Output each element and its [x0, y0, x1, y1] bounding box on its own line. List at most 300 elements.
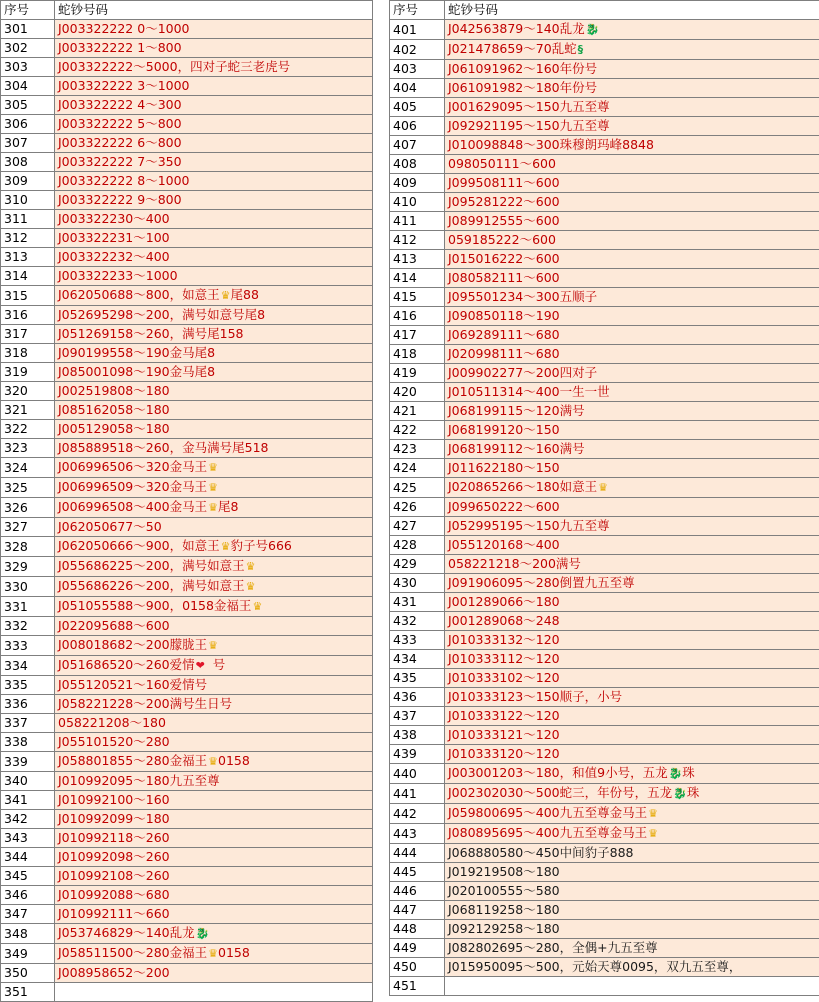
banknote-code-cell[interactable]: [445, 98, 819, 117]
table-row: [390, 764, 819, 784]
code-text: J021478659～70乱蛇: [448, 41, 577, 56]
row-index-cell[interactable]: 433: [390, 631, 445, 650]
row-index-cell[interactable]: 451: [390, 977, 445, 996]
banknote-code-cell[interactable]: [445, 958, 819, 977]
table-row: [1, 964, 373, 983]
row-index-cell[interactable]: 443: [390, 824, 445, 844]
banknote-code-cell[interactable]: [55, 267, 373, 286]
code-text: J002302030～500蛇三，年份号，五龙: [448, 785, 672, 800]
row-index-cell[interactable]: 344: [1, 848, 55, 867]
code-text: J085001098～190金马尾8: [58, 364, 215, 379]
row-index-cell[interactable]: 318: [1, 344, 55, 363]
code-text: J003322222 3～1000: [58, 78, 190, 93]
table-row: [1, 498, 373, 518]
code-text: J080582111～600: [448, 270, 560, 285]
row-index-cell[interactable]: 337: [1, 714, 55, 733]
code-suffix-text: 0158: [218, 945, 250, 960]
banknote-code-cell[interactable]: [445, 155, 819, 174]
row-index-cell[interactable]: 323: [1, 439, 55, 458]
row-index-cell[interactable]: 311: [1, 210, 55, 229]
row-index-cell[interactable]: 351: [1, 983, 55, 1002]
row-index-cell[interactable]: 328: [1, 537, 55, 557]
table-row: [1, 115, 373, 134]
banknote-code-cell[interactable]: [55, 518, 373, 537]
table-row: [390, 193, 819, 212]
crown-icon: ♛: [208, 753, 218, 771]
banknote-code-cell[interactable]: [445, 688, 819, 707]
row-index-cell[interactable]: 345: [1, 867, 55, 886]
header-row: [390, 1, 819, 20]
banknote-code-cell[interactable]: [445, 707, 819, 726]
banknote-code-cell[interactable]: [445, 631, 819, 650]
row-index-cell[interactable]: 303: [1, 58, 55, 77]
row-index-cell[interactable]: 305: [1, 96, 55, 115]
row-index-cell[interactable]: 420: [390, 383, 445, 402]
code-text: J055120521～160爱情号: [58, 677, 207, 692]
code-text: J006996509～320金马王: [58, 479, 207, 494]
crown-icon: ♛: [208, 499, 218, 517]
banknote-code-cell[interactable]: [55, 656, 373, 676]
banknote-code-cell[interactable]: [445, 574, 819, 593]
crown-icon: ♛: [648, 825, 658, 843]
row-index-cell[interactable]: 343: [1, 829, 55, 848]
banknote-code-cell[interactable]: [55, 478, 373, 498]
row-index-cell[interactable]: 301: [1, 20, 55, 39]
banknote-code-cell[interactable]: [55, 597, 373, 617]
code-text: J010992111～660: [58, 906, 170, 921]
table-row: [390, 136, 819, 155]
banknote-code-cell[interactable]: [445, 345, 819, 364]
banknote-code-cell[interactable]: [55, 905, 373, 924]
banknote-code-cell[interactable]: [445, 612, 819, 631]
row-index-cell[interactable]: 319: [1, 363, 55, 382]
code-text: J010333132～120: [448, 632, 560, 647]
banknote-code-cell[interactable]: [55, 153, 373, 172]
row-index-cell[interactable]: 442: [390, 804, 445, 824]
row-index-cell[interactable]: 304: [1, 77, 55, 96]
row-index-cell[interactable]: 306: [1, 115, 55, 134]
code-text: J058801855～280金福王: [58, 753, 207, 768]
banknote-code-cell[interactable]: [445, 60, 819, 79]
code-text: J015016222～600: [448, 251, 560, 266]
table-row: [1, 597, 373, 617]
table-row: [390, 863, 819, 882]
row-index-cell[interactable]: 446: [390, 882, 445, 901]
row-index-cell[interactable]: 326: [1, 498, 55, 518]
banknote-code-cell[interactable]: [55, 944, 373, 964]
code-text: J080895695～400九五至尊金马王: [448, 825, 647, 840]
banknote-code-cell[interactable]: [445, 764, 819, 784]
row-index-cell[interactable]: 414: [390, 269, 445, 288]
code-text: J051055588～900，0158金福王: [58, 598, 251, 613]
code-text: J001289066～180: [448, 594, 560, 609]
row-index-cell[interactable]: 310: [1, 191, 55, 210]
row-index-cell[interactable]: 336: [1, 695, 55, 714]
row-index-cell[interactable]: 438: [390, 726, 445, 745]
banknote-code-cell[interactable]: [55, 306, 373, 325]
row-index-cell[interactable]: 335: [1, 676, 55, 695]
row-index-cell[interactable]: 413: [390, 250, 445, 269]
row-index-cell[interactable]: 314: [1, 267, 55, 286]
table-row: [1, 382, 373, 401]
banknote-code-cell[interactable]: [55, 229, 373, 248]
row-index-cell[interactable]: 322: [1, 420, 55, 439]
row-index-cell[interactable]: 324: [1, 458, 55, 478]
row-index-cell[interactable]: 333: [1, 636, 55, 656]
row-index-cell[interactable]: 317: [1, 325, 55, 344]
banknote-code-cell[interactable]: [445, 174, 819, 193]
row-index-cell[interactable]: 428: [390, 536, 445, 555]
row-index-cell[interactable]: 410: [390, 193, 445, 212]
banknote-code-cell[interactable]: [55, 58, 373, 77]
row-index-cell[interactable]: 445: [390, 863, 445, 882]
banknote-code-cell[interactable]: [445, 669, 819, 688]
banknote-code-cell[interactable]: [445, 536, 819, 555]
banknote-code-cell[interactable]: [445, 421, 819, 440]
row-index-cell[interactable]: 439: [390, 745, 445, 764]
left-table-body: [1, 20, 373, 1002]
banknote-code-cell[interactable]: [55, 115, 373, 134]
code-header[interactable]: 蛇钞号码: [55, 1, 373, 20]
banknote-code-cell[interactable]: [445, 231, 819, 250]
row-index-cell[interactable]: 417: [390, 326, 445, 345]
banknote-code-cell[interactable]: [55, 134, 373, 153]
banknote-code-cell[interactable]: [445, 745, 819, 764]
row-index-cell[interactable]: 332: [1, 617, 55, 636]
banknote-code-cell[interactable]: [445, 79, 819, 98]
code-text: J068880580～450中间豹子888: [448, 845, 633, 860]
row-index-cell[interactable]: 406: [390, 117, 445, 136]
code-text: 058221208～180: [58, 715, 166, 730]
banknote-code-cell[interactable]: [55, 382, 373, 401]
code-text: J051269158～260，满号尾158: [58, 326, 243, 341]
banknote-code-cell[interactable]: [55, 20, 373, 39]
banknote-code-cell[interactable]: [445, 326, 819, 345]
table-row: [390, 882, 819, 901]
banknote-code-cell[interactable]: [55, 96, 373, 115]
banknote-code-cell[interactable]: [55, 714, 373, 733]
row-index-cell[interactable]: 334: [1, 656, 55, 676]
banknote-code-cell[interactable]: [55, 676, 373, 695]
banknote-code-cell[interactable]: [55, 458, 373, 478]
row-index-cell[interactable]: 308: [1, 153, 55, 172]
banknote-code-cell[interactable]: [445, 920, 819, 939]
row-index-cell[interactable]: 447: [390, 901, 445, 920]
row-index-cell[interactable]: 440: [390, 764, 445, 784]
banknote-code-cell[interactable]: [445, 193, 819, 212]
row-index-cell[interactable]: 316: [1, 306, 55, 325]
code-text: J003322222～5000，四对子蛇三老虎号: [58, 59, 290, 74]
code-text: J003322222 6～800: [58, 135, 182, 150]
row-index-cell[interactable]: 321: [1, 401, 55, 420]
row-index-cell[interactable]: 444: [390, 844, 445, 863]
table-row: [390, 478, 819, 498]
row-index-cell[interactable]: 348: [1, 924, 55, 944]
row-index-cell[interactable]: 339: [1, 752, 55, 772]
code-text: J010333121～120: [448, 727, 560, 742]
table-row: [1, 420, 373, 439]
banknote-code-cell[interactable]: [55, 617, 373, 636]
code-text: J010333112～120: [448, 651, 560, 666]
banknote-code-cell[interactable]: [55, 886, 373, 905]
banknote-code-cell[interactable]: [445, 478, 819, 498]
banknote-code-cell[interactable]: [55, 401, 373, 420]
banknote-code-cell[interactable]: [445, 288, 819, 307]
header-row: [1, 1, 373, 20]
row-index-cell[interactable]: 327: [1, 518, 55, 537]
banknote-code-cell[interactable]: [55, 172, 373, 191]
banknote-code-cell[interactable]: [445, 901, 819, 920]
banknote-code-cell[interactable]: [445, 784, 819, 804]
table-row: [390, 269, 819, 288]
row-index-cell[interactable]: 415: [390, 288, 445, 307]
banknote-code-cell[interactable]: [445, 440, 819, 459]
row-index-cell[interactable]: 404: [390, 79, 445, 98]
banknote-code-cell[interactable]: [55, 248, 373, 267]
row-index-cell[interactable]: 407: [390, 136, 445, 155]
banknote-code-cell[interactable]: [445, 459, 819, 478]
banknote-code-cell[interactable]: [55, 636, 373, 656]
row-index-cell[interactable]: 330: [1, 577, 55, 597]
row-index-cell[interactable]: 325: [1, 478, 55, 498]
row-index-cell[interactable]: 449: [390, 939, 445, 958]
code-text: J003322222 9～800: [58, 192, 182, 207]
banknote-code-cell[interactable]: [55, 810, 373, 829]
banknote-code-cell[interactable]: [55, 791, 373, 810]
row-index-cell[interactable]: 302: [1, 39, 55, 58]
row-index-cell[interactable]: 346: [1, 886, 55, 905]
banknote-code-cell[interactable]: [55, 557, 373, 577]
banknote-code-cell[interactable]: [55, 344, 373, 363]
banknote-code-cell[interactable]: [55, 829, 373, 848]
code-text: J010333120～120: [448, 746, 560, 761]
row-index-cell[interactable]: 418: [390, 345, 445, 364]
banknote-code-cell[interactable]: [445, 20, 819, 40]
code-text: J015950095～500，元始天尊0095，双九五至尊，: [448, 959, 741, 974]
banknote-code-cell[interactable]: [55, 363, 373, 382]
banknote-code-cell[interactable]: [445, 650, 819, 669]
banknote-code-cell[interactable]: [445, 364, 819, 383]
row-index-cell[interactable]: 448: [390, 920, 445, 939]
banknote-code-cell[interactable]: [445, 726, 819, 745]
index-header[interactable]: 序号: [390, 1, 445, 20]
row-index-cell[interactable]: 315: [1, 286, 55, 306]
banknote-code-cell[interactable]: [55, 191, 373, 210]
banknote-code-cell[interactable]: [55, 964, 373, 983]
banknote-code-cell[interactable]: [55, 420, 373, 439]
banknote-code-cell[interactable]: [445, 593, 819, 612]
code-text: J042563879～140乱龙: [448, 21, 585, 36]
row-index-cell[interactable]: 430: [390, 574, 445, 593]
heart-icon: ❤: [196, 657, 205, 675]
banknote-code-cell[interactable]: [445, 117, 819, 136]
table-row: [390, 174, 819, 193]
table-row: [1, 248, 373, 267]
code-text: J020998111～680: [448, 346, 560, 361]
table-row: [390, 726, 819, 745]
index-header[interactable]: 序号: [1, 1, 55, 20]
banknote-code-cell[interactable]: [445, 939, 819, 958]
table-row: [1, 439, 373, 458]
code-text: J061091962～160年份号: [448, 61, 597, 76]
row-index-cell[interactable]: 429: [390, 555, 445, 574]
code-text: J052695298～200，满号如意号尾8: [58, 307, 265, 322]
row-index-cell[interactable]: 313: [1, 248, 55, 267]
table-row: [1, 325, 373, 344]
crown-icon: ♛: [598, 479, 608, 497]
row-index-cell[interactable]: 349: [1, 944, 55, 964]
row-index-cell[interactable]: 309: [1, 172, 55, 191]
banknote-code-cell[interactable]: [55, 439, 373, 458]
row-index-cell[interactable]: 307: [1, 134, 55, 153]
row-index-cell[interactable]: 312: [1, 229, 55, 248]
row-index-cell[interactable]: 423: [390, 440, 445, 459]
row-index-cell[interactable]: 422: [390, 421, 445, 440]
code-text: J003322222 7～350: [58, 154, 182, 169]
banknote-code-cell[interactable]: [445, 882, 819, 901]
code-text: J068199112～160满号: [448, 441, 585, 456]
row-index-cell[interactable]: 432: [390, 612, 445, 631]
code-text: J011622180～150: [448, 460, 560, 475]
code-text: J059800695～400九五至尊金马王: [448, 805, 647, 820]
table-row: [1, 267, 373, 286]
code-text: J010992095～180九五至尊: [58, 773, 220, 788]
row-index-cell[interactable]: 434: [390, 650, 445, 669]
row-index-cell[interactable]: 401: [390, 20, 445, 40]
row-index-cell[interactable]: 341: [1, 791, 55, 810]
banknote-code-cell[interactable]: [55, 983, 373, 1002]
banknote-code-cell[interactable]: [445, 402, 819, 421]
row-index-cell[interactable]: 347: [1, 905, 55, 924]
row-index-cell[interactable]: 431: [390, 593, 445, 612]
table-row: [390, 79, 819, 98]
row-index-cell[interactable]: 409: [390, 174, 445, 193]
row-index-cell[interactable]: 405: [390, 98, 445, 117]
banknote-code-cell[interactable]: [445, 40, 819, 60]
row-index-cell[interactable]: 441: [390, 784, 445, 804]
row-index-cell[interactable]: 435: [390, 669, 445, 688]
table-row: [1, 810, 373, 829]
banknote-code-cell[interactable]: [445, 383, 819, 402]
banknote-code-cell[interactable]: [445, 307, 819, 326]
code-text: J058221228～200满号生日号: [58, 696, 232, 711]
banknote-code-cell[interactable]: [445, 269, 819, 288]
row-index-cell[interactable]: 408: [390, 155, 445, 174]
banknote-code-cell[interactable]: [55, 537, 373, 557]
code-text: J020865266～180如意王: [448, 479, 597, 494]
code-suffix-text: 尾88: [231, 287, 259, 302]
row-index-cell[interactable]: 426: [390, 498, 445, 517]
row-index-cell[interactable]: 411: [390, 212, 445, 231]
banknote-code-cell[interactable]: [445, 863, 819, 882]
banknote-code-cell[interactable]: [445, 824, 819, 844]
table-row: [390, 421, 819, 440]
code-text: J010992099～180: [58, 811, 170, 826]
row-index-cell[interactable]: 437: [390, 707, 445, 726]
row-index-cell[interactable]: 320: [1, 382, 55, 401]
right-table-body: [390, 20, 819, 996]
banknote-code-cell[interactable]: [445, 844, 819, 863]
banknote-code-cell[interactable]: [55, 498, 373, 518]
row-index-cell[interactable]: 436: [390, 688, 445, 707]
row-index-cell[interactable]: 425: [390, 478, 445, 498]
banknote-code-cell[interactable]: [445, 517, 819, 536]
row-index-cell[interactable]: 403: [390, 60, 445, 79]
row-index-cell[interactable]: 340: [1, 772, 55, 791]
row-index-cell[interactable]: 338: [1, 733, 55, 752]
code-text: J099650222～600: [448, 499, 560, 514]
banknote-code-cell[interactable]: [55, 577, 373, 597]
banknote-code-cell[interactable]: [55, 39, 373, 58]
table-row: [390, 364, 819, 383]
code-text: J062050666～900，如意王: [58, 538, 220, 553]
row-index-cell[interactable]: 424: [390, 459, 445, 478]
banknote-code-cell[interactable]: [55, 77, 373, 96]
row-index-cell[interactable]: 412: [390, 231, 445, 250]
banknote-code-cell[interactable]: [55, 325, 373, 344]
banknote-code-cell[interactable]: [445, 977, 819, 996]
banknote-code-cell[interactable]: [445, 804, 819, 824]
banknote-code-cell[interactable]: [445, 212, 819, 231]
dragon-icon: 🐉: [196, 925, 210, 943]
banknote-code-cell[interactable]: [445, 498, 819, 517]
code-text: J003322222 5～800: [58, 116, 182, 131]
code-text: J010333123～150顺子，小号: [448, 689, 622, 704]
banknote-code-cell[interactable]: [55, 210, 373, 229]
banknote-code-cell[interactable]: [55, 848, 373, 867]
row-index-cell[interactable]: 450: [390, 958, 445, 977]
code-text: J003322230～400: [58, 211, 170, 226]
banknote-code-cell[interactable]: [55, 286, 373, 306]
table-row: [390, 345, 819, 364]
row-index-cell[interactable]: 342: [1, 810, 55, 829]
banknote-code-cell[interactable]: [55, 867, 373, 886]
banknote-code-cell[interactable]: [445, 555, 819, 574]
banknote-code-cell[interactable]: [445, 250, 819, 269]
row-index-cell[interactable]: 421: [390, 402, 445, 421]
crown-icon: ♛: [252, 598, 262, 616]
code-text: J002519808～180: [58, 383, 170, 398]
table-row: [1, 983, 373, 1002]
code-text: J010992118～260: [58, 830, 170, 845]
code-text: J085162058～180: [58, 402, 170, 417]
code-text: J003322222 8～1000: [58, 173, 190, 188]
table-row: [390, 669, 819, 688]
code-text: J055101520～280: [58, 734, 170, 749]
table-row: [390, 977, 819, 996]
code-text: J068199120～150: [448, 422, 560, 437]
row-index-cell[interactable]: 331: [1, 597, 55, 617]
banknote-code-cell[interactable]: [55, 924, 373, 944]
banknote-code-cell[interactable]: [55, 752, 373, 772]
banknote-code-cell[interactable]: [55, 695, 373, 714]
row-index-cell[interactable]: 350: [1, 964, 55, 983]
table-row: [1, 867, 373, 886]
banknote-code-cell[interactable]: [55, 772, 373, 791]
row-index-cell[interactable]: 402: [390, 40, 445, 60]
banknote-code-cell[interactable]: [55, 733, 373, 752]
table-row: [1, 577, 373, 597]
row-index-cell[interactable]: 427: [390, 517, 445, 536]
table-row: [1, 944, 373, 964]
code-header[interactable]: 蛇钞号码: [445, 1, 819, 20]
row-index-cell[interactable]: 419: [390, 364, 445, 383]
code-text: 098050111～600: [448, 156, 556, 171]
banknote-code-cell[interactable]: [445, 136, 819, 155]
row-index-cell[interactable]: 329: [1, 557, 55, 577]
code-text: J090850118～190: [448, 308, 560, 323]
row-index-cell[interactable]: 416: [390, 307, 445, 326]
